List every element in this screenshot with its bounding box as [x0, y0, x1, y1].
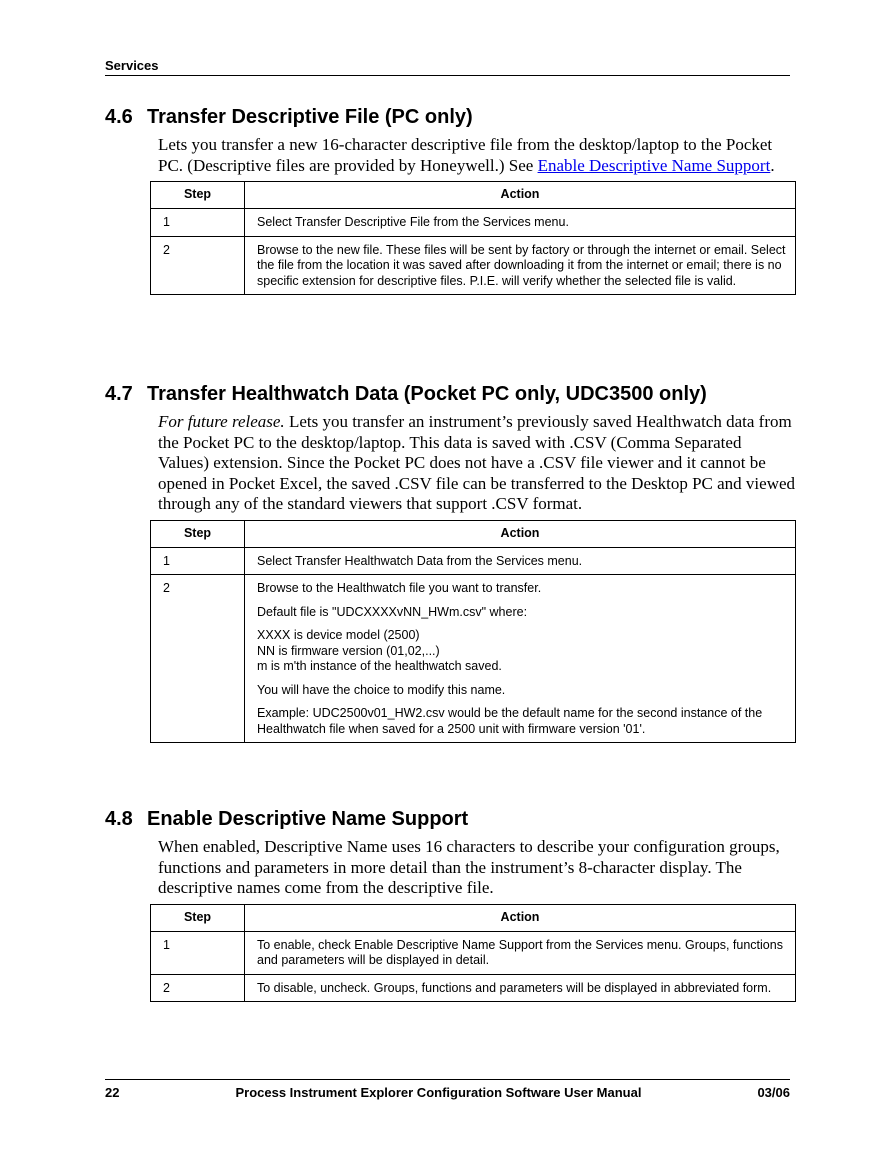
section-title: Transfer Descriptive File (PC only) [147, 106, 473, 128]
step-number: 1 [151, 931, 245, 974]
section-4-8 [105, 808, 795, 1002]
section-intro [158, 135, 795, 176]
footer-date: 03/06 [757, 1085, 790, 1100]
section-number: 4.8 [105, 808, 133, 830]
action-text: Select Transfer Descriptive File from the Services menu. [257, 215, 569, 229]
action-text: Browse to the new file. These files will be sent by factory or through the internet or email. Select the file from the location it was saved after downloading it from the internet or email; there is no specific extension for descriptive files. P.I.E. will verify whether the selected file is valid. [257, 242, 786, 288]
action-text-legend: XXXX is device model (2500) NN is firmware version (01,02,...) m is m'th instance of the healthwatch saved. [257, 628, 502, 673]
action-text: Default file is "UDCXXXXvNN_HWm.csv" where: [257, 604, 528, 619]
section-intro [158, 837, 795, 899]
section-4-7 [105, 383, 795, 743]
step-number: 2 [151, 236, 245, 295]
section-intro [158, 412, 795, 515]
page-number: 22 [105, 1085, 120, 1100]
action-cell [245, 209, 796, 237]
step-column-header: Step [151, 520, 245, 547]
section-number: 4.6 [105, 106, 133, 128]
intro-text-end: . [770, 155, 775, 175]
enable-descriptive-name-support-link[interactable]: Enable Descriptive Name Support [537, 155, 771, 175]
table-row [151, 209, 796, 237]
header-label: Services [105, 58, 159, 73]
action-column-header: Action [245, 904, 796, 931]
action-text: To disable, uncheck. Groups, functions and parameters will be displayed in abbreviated form. [257, 980, 772, 995]
step-column-header: Step [151, 182, 245, 209]
action-column-header: Action [245, 520, 796, 547]
action-cell [245, 575, 796, 743]
section-4-6 [105, 106, 795, 295]
table-header-row [151, 182, 796, 209]
section-heading [105, 383, 795, 406]
action-text: Example: UDC2500v01_HW2.csv would be the default name for the second instance of the Healthwatch file when saved for a 2500 unit with firmware version '01'. [257, 706, 763, 736]
action-cell [245, 974, 796, 1002]
action-text: Browse to the Healthwatch file you want to transfer. [257, 581, 542, 595]
step-number: 1 [151, 547, 245, 575]
action-column-header: Action [245, 182, 796, 209]
table-header-row [151, 904, 796, 931]
section-title: Enable Descriptive Name Support [147, 808, 469, 830]
action-text: To enable, check Enable Descriptive Name Support from the Services menu. Groups, functions and parameters will be displayed in detail. [257, 937, 783, 967]
section-heading [105, 808, 795, 831]
step-number: 1 [151, 209, 245, 237]
action-cell [245, 236, 796, 295]
intro-text: When enabled, Descriptive Name uses 16 characters to describe your configuration groups, functions and parameters in more detail than the instrument’s 8-character display. The descriptive names come from the descriptive file. [158, 837, 780, 897]
intro-text: Lets you transfer an instrument’s previously saved Healthwatch data from the Pocket PC to the desktop/laptop. This data is saved with .CSV (Comma Separated Values) extension. Since the Pocket PC does not have a .CSV file viewer and it cannot be opened in Pocket Excel, the saved .CSV file can be transferred to the Desktop PC and viewed through any of the standard viewers that support .CSV format. [158, 412, 796, 513]
action-cell [245, 547, 796, 575]
table-header-row [151, 520, 796, 547]
action-cell [245, 931, 796, 974]
running-header [105, 58, 790, 76]
section-heading [105, 106, 795, 129]
step-column-header: Step [151, 904, 245, 931]
section-title: Transfer Healthwatch Data (Pocket PC only, UDC3500 only) [147, 383, 707, 405]
table-row [151, 931, 796, 974]
action-text: Select Transfer Healthwatch Data from the Services menu. [257, 553, 583, 568]
table-row [151, 547, 796, 575]
intro-text: Lets you transfer a new 16-character descriptive file from the desktop/laptop to the Pocket PC. (Descriptive files are provided by Honeywell.) See [158, 135, 773, 175]
action-text: You will have the choice to modify this name. [257, 682, 506, 697]
table-row [151, 575, 796, 743]
step-number: 2 [151, 974, 245, 1002]
page-footer [105, 1079, 790, 1100]
steps-table [150, 520, 796, 744]
table-row [151, 974, 796, 1002]
steps-table [150, 904, 796, 1003]
steps-table [150, 181, 796, 295]
section-number: 4.7 [105, 383, 133, 405]
manual-title: Process Instrument Explorer Configuration Software User Manual [235, 1085, 642, 1100]
table-row [151, 236, 796, 295]
step-number: 2 [151, 575, 245, 743]
future-release-note: For future release. [158, 412, 285, 431]
